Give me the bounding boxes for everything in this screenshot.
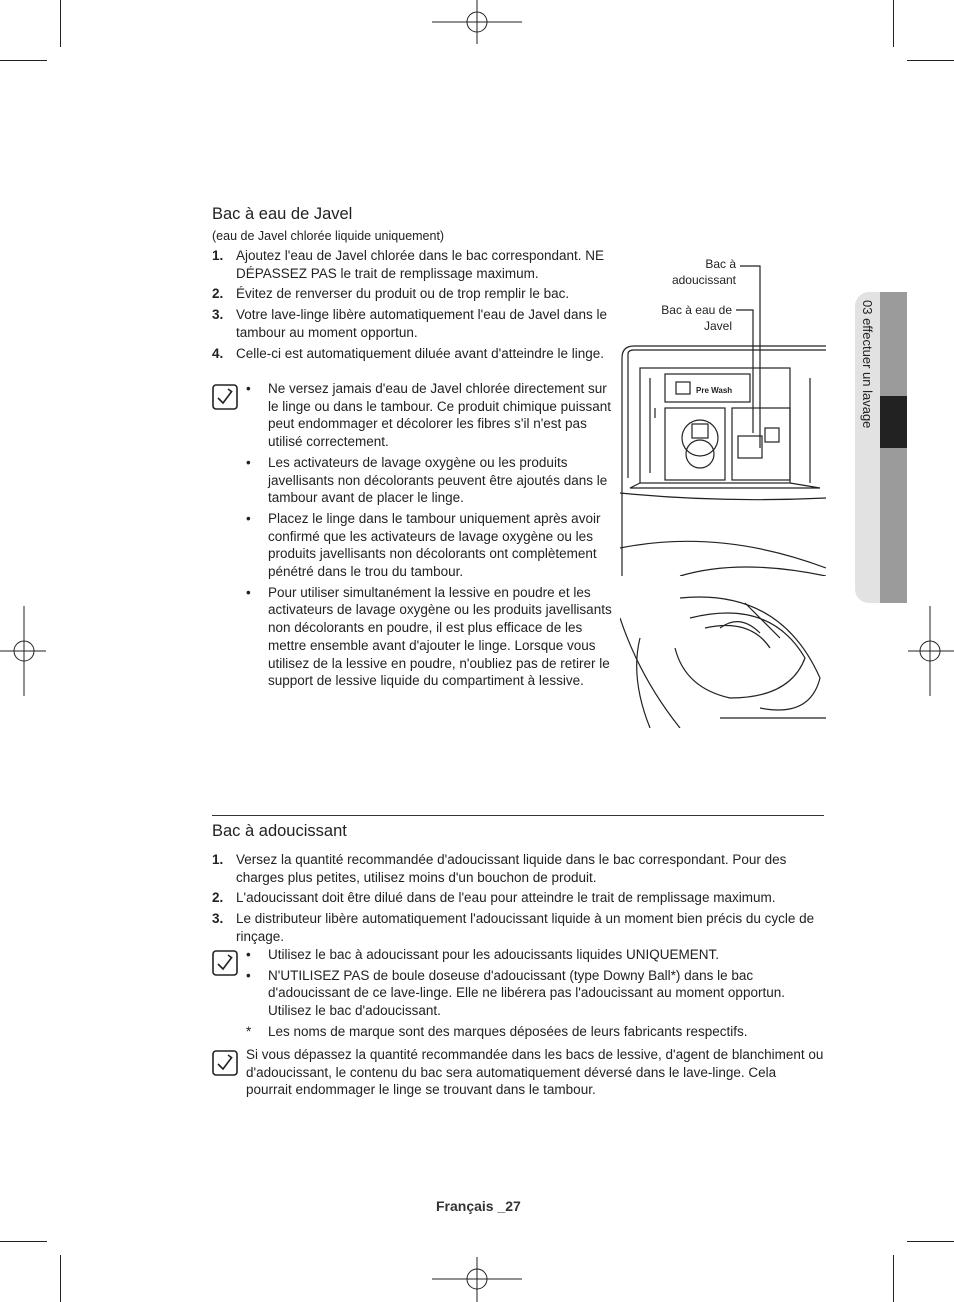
list-item: • Placez le linge dans le tambour uniquement après avoir confirmé que les activateurs de lavage oxygène ou les produits javellisants non décolorants ont complètement pénétré dans le trou du tambour. [246, 510, 601, 580]
section-subtitle-javel: (eau de Javel chlorée liquide uniquement) [212, 229, 445, 243]
side-tab-label: 03 effectuer un lavage [860, 300, 875, 429]
list-item: 1. Ajoutez l'eau de Javel chlorée dans le bac correspondant. NE DÉPASSEZ PAS le trait de remplissage maximum. [212, 248, 605, 281]
section-divider [212, 815, 824, 816]
list-item: 1. Versez la quantité recommandée d'adoucissant liquide dans le bac correspondant. Pour des charges plus petites, utilisez moins d'un bouchon de produit. [212, 852, 787, 885]
page-footer: Français _27 [436, 1198, 521, 1214]
list-item: • N'UTILISEZ PAS de boule doseuse d'adoucissant (type Downy Ball*) dans le bac d'adoucissant de ce lave-linge. Elle ne libérera pas l'adoucissant au moment opportun. Utilisez le bac d'adoucissant. [246, 967, 785, 1019]
list-item: 2. L'adoucissant doit être dilué dans de l'eau pour atteindre le trait de remplissage maximum. [212, 890, 776, 906]
list-item: • Ne versez jamais d'eau de Javel chlorée directement sur le linge ou dans le tambour. Ce produit chimique puissant peut endommager et décolorer les fibres s'il n'est pas utilisé correctement. [246, 381, 611, 450]
note-pencil-icon [212, 1050, 238, 1076]
note-pencil-icon [212, 950, 238, 976]
javel-notes [246, 380, 618, 693]
final-note: Si vous dépassez la quantité recommandée dans les bacs de lessive, d'agent de blanchiment ou d'adoucissant, le contenu du bac sera automatiquement déversé dans le lave-linge. Cela pourrait endommager le linge se trouvant dans le tambour. [246, 1047, 824, 1098]
list-item: • Pour utiliser simultanément la lessive en poudre et les activateurs de lavage oxygène ou les produits javellisants non décolorants en poudre, il est plus efficace de les mettre ensemble avant d'ajouter le linge. Lorsque vous utilisez de la lessive en poudre, n'oubliez pas de retirer le support de lessive liquide du compartiment à lessive. [246, 584, 612, 689]
dispenser-illustration [620, 258, 826, 728]
section-title-adoucissant: Bac à adoucissant [212, 822, 347, 840]
list-item: 3. Le distributeur libère automatiquement l'adoucissant liquide à un moment bien précis du cycle de rinçage. [212, 911, 815, 944]
adoucissant-notes [246, 946, 824, 1044]
javel-steps [212, 247, 616, 365]
list-item: • Utilisez le bac à adoucissant pour les adoucissants liquides UNIQUEMENT. [246, 947, 719, 962]
list-item: • Les activateurs de lavage oxygène ou les produits javellisants non décolorants peuvent être ajoutés dans le tambour avant de placer le linge. [246, 454, 608, 506]
list-item: 2. Évitez de renverser du produit ou de trop remplir le bac. [212, 286, 570, 302]
note-pencil-icon [212, 384, 238, 410]
prewash-text: Pre Wash [696, 386, 733, 395]
label-bleach: Bac à eau de Javel [661, 303, 732, 333]
adoucissant-steps [212, 851, 824, 949]
list-item: * Les noms de marque sont des marques déposées de leurs fabricants respectifs. [246, 1023, 748, 1039]
list-item: 4. Celle-ci est automatiquement diluée avant d'atteindre le linge. [212, 345, 605, 361]
label-softener: Bac à adoucissant [671, 257, 736, 287]
section-title-javel: Bac à eau de Javel [212, 205, 353, 223]
list-item: 3. Votre lave-linge libère automatiquement l'eau de Javel dans le tambour au moment opportun. [212, 307, 608, 340]
